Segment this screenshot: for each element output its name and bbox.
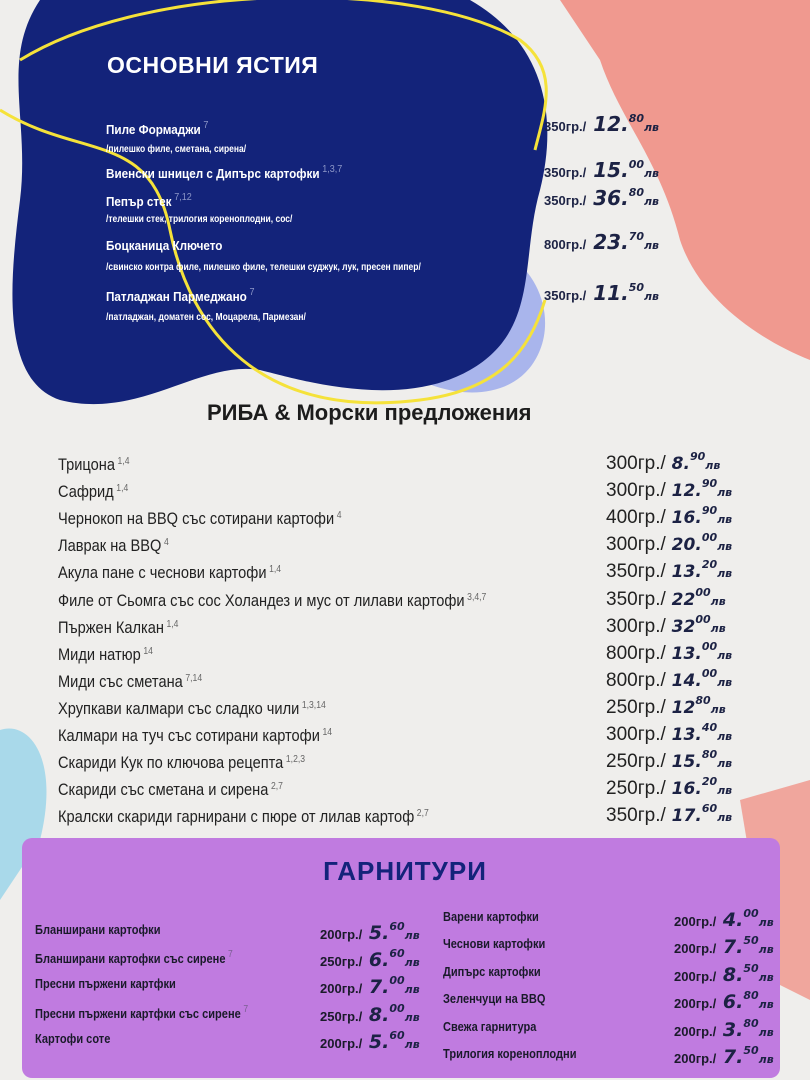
item-name-text: Боцканица Ключето <box>106 238 223 253</box>
menu-item-price <box>544 230 659 254</box>
menu-item-price <box>606 558 732 583</box>
price-main: 8. <box>665 454 690 474</box>
menu-item-name <box>58 536 169 556</box>
allergen-codes: 7 <box>203 120 209 131</box>
price-main: 6. <box>716 991 744 1014</box>
item-name-text: Филе от Сьомга със сос Холандез и мус от лилави картофи <box>58 590 465 610</box>
menu-item-price <box>674 1044 774 1068</box>
item-name-text: Свежа гарнитура <box>443 1018 537 1034</box>
item-name-text: Дипърс картофки <box>443 963 541 979</box>
price-main: 7. <box>362 976 390 999</box>
allergen-codes: 2,7 <box>416 808 429 820</box>
item-name-text: Пиле Формаджи <box>106 122 201 137</box>
menu-item-price <box>674 907 774 931</box>
menu-item-name <box>35 1031 110 1046</box>
price-cents: 60 <box>389 1028 405 1042</box>
allergen-codes: 7,12 <box>174 192 192 203</box>
price-main: 8. <box>716 963 744 986</box>
portion-weight: 250гр./ <box>606 778 666 800</box>
menu-item-name <box>58 509 342 529</box>
price-main: 15. <box>665 752 702 773</box>
currency: лв <box>404 1010 420 1024</box>
portion-weight: 800гр./ <box>606 669 666 691</box>
portion-weight: 300гр./ <box>606 615 666 637</box>
menu-item-price <box>606 721 732 746</box>
main-dishes-title: ОСНОВНИ ЯСТИЯ <box>107 52 319 78</box>
menu-item-price <box>320 947 420 971</box>
price-main: 8. <box>362 1003 390 1026</box>
item-name-text: Хрупкави калмари със сладко чили <box>58 698 300 718</box>
allergen-codes: 7,14 <box>185 672 203 684</box>
currency: лв <box>717 513 733 527</box>
allergen-codes: 1,3,14 <box>301 699 326 711</box>
price-main: 3. <box>716 1018 744 1041</box>
portion-weight: 300гр./ <box>606 724 666 745</box>
item-description: /пилешко филе, сметана, сирена/ <box>106 144 247 155</box>
menu-item-price <box>606 586 726 611</box>
currency: лв <box>644 121 660 134</box>
portion-weight: 300гр./ <box>606 534 666 556</box>
allergen-codes: 1,4 <box>166 618 179 630</box>
menu-item-name <box>58 482 128 502</box>
price-main: 7. <box>716 1046 744 1068</box>
portion-weight: 350гр./ <box>606 805 666 827</box>
price-main: 17. <box>665 806 702 827</box>
portion-weight: 250гр./ <box>606 696 666 718</box>
currency: лв <box>644 167 660 180</box>
price-main: 12. <box>665 481 702 502</box>
menu-item-name <box>35 976 176 991</box>
price-main: 12. <box>586 112 629 136</box>
currency: лв <box>644 290 660 303</box>
price-cents: 80 <box>695 693 711 707</box>
menu-item-price <box>606 640 732 665</box>
price-main: 5. <box>362 1030 390 1053</box>
price-main: 11. <box>586 281 629 305</box>
currency: лв <box>717 567 733 581</box>
menu-item-name <box>35 949 233 966</box>
fish-section-title: РИБА & Морски предложения <box>207 400 532 425</box>
menu-item-name <box>443 964 541 979</box>
portion-weight: 200гр./ <box>674 1023 717 1039</box>
price-main: 32 <box>665 616 696 637</box>
currency: лв <box>644 239 660 252</box>
menu-item-name <box>58 645 153 665</box>
menu-item-name <box>58 699 326 719</box>
item-name-text: Варени картофки <box>443 909 539 924</box>
allergen-codes: 3,4,7 <box>467 591 487 603</box>
price-main: 13. <box>665 562 702 583</box>
allergen-codes: 14 <box>143 645 153 657</box>
item-name-text: Виенски шницел с Дипърс картофки <box>106 166 320 181</box>
portion-weight: 350гр./ <box>544 165 587 180</box>
price-cents: 00 <box>389 1001 405 1015</box>
menu-item-name <box>443 1019 536 1034</box>
currency: лв <box>758 1025 774 1039</box>
item-name-text: Кралски скариди гарнирани с пюре от лилав картоф <box>58 807 415 827</box>
allergen-codes: 1,2,3 <box>285 754 306 766</box>
currency: лв <box>717 730 733 743</box>
currency: лв <box>758 998 774 1012</box>
menu-item-name <box>443 1046 577 1061</box>
menu-item-name <box>58 618 178 638</box>
item-description: /патладжан, доматен сос, Моцарела, Пармезан/ <box>106 312 306 323</box>
price-cents: 70 <box>628 230 644 243</box>
price-main: 16. <box>665 508 702 529</box>
item-name-text: Чернокоп на BBQ със сотирани картофи <box>58 509 335 529</box>
portion-weight: 200гр./ <box>674 1051 717 1066</box>
price-main: 16. <box>665 779 702 800</box>
currency: лв <box>717 648 733 662</box>
price-main: 13. <box>665 643 702 664</box>
price-cents: 40 <box>701 721 718 734</box>
item-name-text: Бланширани картофки със сирене <box>35 951 226 967</box>
currency: лв <box>404 983 420 997</box>
menu-item-price <box>544 158 659 182</box>
item-name-text: Сафрид <box>58 482 114 502</box>
currency: лв <box>717 675 733 689</box>
price-main: 15. <box>586 158 629 182</box>
price-main: 36. <box>586 186 629 210</box>
currency: лв <box>717 540 733 554</box>
menu-item-name <box>106 164 342 181</box>
menu-item-price <box>606 450 720 475</box>
item-name-text: Бланширани картофки <box>35 922 161 937</box>
currency: лв <box>404 956 420 970</box>
portion-weight: 200гр./ <box>674 968 717 984</box>
menu-item-name <box>35 922 161 937</box>
menu-item-price <box>674 1017 774 1041</box>
portion-weight: 800гр./ <box>606 642 666 664</box>
item-name-text: Пресни пържени картфки със сирене <box>35 1005 241 1021</box>
menu-item-price <box>544 281 659 305</box>
price-cents: 80 <box>628 112 644 125</box>
currency: лв <box>710 702 726 716</box>
sides-section-title: ГАРНИТУРИ <box>323 856 487 886</box>
item-name-text: Пресни пържени картфки <box>35 976 176 992</box>
price-cents: 60 <box>389 920 405 933</box>
price-cents: 00 <box>695 612 711 626</box>
item-name-text: Патладжан Пармеджано <box>106 289 247 304</box>
currency: лв <box>717 811 733 825</box>
portion-weight: 350гр./ <box>544 288 587 303</box>
price-cents: 80 <box>743 989 759 1003</box>
allergen-codes: 14 <box>322 727 333 738</box>
allergen-codes: 4 <box>163 537 169 549</box>
menu-item-name <box>58 563 281 583</box>
portion-weight: 350гр./ <box>606 588 666 610</box>
currency: лв <box>717 757 733 771</box>
price-cents: 20 <box>701 558 718 572</box>
price-main: 4. <box>716 909 744 931</box>
item-description: /свинско контра филе, пилешко филе, телешки суджук, лук, пресен пипер/ <box>106 262 421 273</box>
menu-item-price <box>606 504 732 529</box>
menu-item-name <box>106 287 254 304</box>
portion-weight: 200гр./ <box>320 927 363 942</box>
price-main: 7. <box>716 936 744 959</box>
menu-item-price <box>320 1002 420 1026</box>
item-name-text: Скариди със сметана и сирена <box>58 780 269 800</box>
item-name-text: Акула пане с чеснови картофи <box>58 563 267 583</box>
item-name-text: Лаврак на BBQ <box>58 536 162 556</box>
portion-weight: 300гр./ <box>606 453 666 474</box>
price-main: 22 <box>665 589 696 610</box>
portion-weight: 200гр./ <box>674 941 717 957</box>
allergen-codes: 1,3,7 <box>322 164 343 175</box>
menu-item-price <box>674 989 774 1013</box>
price-main: 14. <box>665 670 702 691</box>
item-name-text: Пепър стек <box>106 194 172 209</box>
menu-item-name <box>58 753 305 773</box>
menu-item-name <box>35 1004 248 1021</box>
price-main: 20. <box>665 535 702 556</box>
price-cents: 50 <box>743 1044 759 1057</box>
portion-weight: 800гр./ <box>544 237 587 252</box>
price-main: 5. <box>362 922 390 944</box>
portion-weight: 300гр./ <box>606 480 666 502</box>
menu-item-name <box>58 780 283 800</box>
price-cents: 80 <box>628 186 644 199</box>
menu-item-name <box>58 726 332 746</box>
price-cents: 20 <box>701 775 718 789</box>
currency: лв <box>710 594 726 608</box>
menu-item-name <box>443 991 545 1006</box>
currency: лв <box>758 943 774 957</box>
allergen-codes: 7 <box>249 287 255 298</box>
price-main: 12 <box>665 697 696 718</box>
price-cents: 80 <box>701 748 718 762</box>
allergen-codes: 7 <box>243 1003 249 1015</box>
price-cents: 00 <box>628 158 644 171</box>
price-cents: 50 <box>743 934 759 948</box>
item-description: /телешки стек, трилогия кореноплодни, сос/ <box>106 214 293 225</box>
portion-weight: 250гр./ <box>606 751 666 773</box>
price-cents: 50 <box>628 281 644 294</box>
price-main: 13. <box>665 725 702 745</box>
currency: лв <box>404 929 420 942</box>
price-cents: 80 <box>743 1016 759 1030</box>
menu-item-price <box>674 962 774 986</box>
price-cents: 90 <box>689 450 706 463</box>
price-cents: 90 <box>701 504 718 518</box>
menu-item-price <box>674 934 774 958</box>
price-cents: 50 <box>743 961 759 975</box>
menu-item-price <box>606 531 732 556</box>
menu-item-name <box>58 807 429 827</box>
currency: лв <box>758 970 774 984</box>
item-name-text: Зеленчуци на BBQ <box>443 991 546 1007</box>
price-cents: 00 <box>743 907 759 920</box>
price-main: 6. <box>362 949 390 972</box>
portion-weight: 200гр./ <box>674 996 717 1012</box>
currency: лв <box>710 621 726 635</box>
price-cents: 00 <box>695 585 711 599</box>
allergen-codes: 1,4 <box>117 456 130 467</box>
portion-weight: 200гр./ <box>320 1035 363 1051</box>
menu-item-name <box>443 936 545 951</box>
item-name-text: Чеснови картофки <box>443 936 546 952</box>
menu-item-price <box>320 920 420 944</box>
menu-item-name <box>58 591 486 611</box>
portion-weight: 350гр./ <box>606 561 666 583</box>
item-name-text: Трицона <box>58 455 115 474</box>
price-cents: 60 <box>701 802 718 816</box>
menu-item-name <box>106 238 222 253</box>
price-cents: 00 <box>701 666 718 680</box>
price-main: 23. <box>586 230 629 254</box>
menu-item-price <box>320 974 420 998</box>
portion-weight: 400гр./ <box>606 507 666 529</box>
allergen-codes: 1,4 <box>269 564 282 576</box>
currency: лв <box>717 486 733 500</box>
item-name-text: Картофи соте <box>35 1030 111 1046</box>
menu-item-price <box>606 802 732 827</box>
menu-item-name <box>58 455 130 475</box>
item-name-text: Миди със сметана <box>58 671 183 691</box>
currency: лв <box>705 459 721 472</box>
menu-item-price <box>606 775 732 800</box>
allergen-codes: 2,7 <box>270 781 283 793</box>
menu-item-price <box>320 1029 420 1053</box>
portion-weight: 250гр./ <box>320 954 363 970</box>
price-cents: 00 <box>701 531 718 545</box>
item-name-text: Трилогия кореноплодни <box>443 1046 577 1061</box>
menu-item-price <box>606 613 726 638</box>
portion-weight: 350гр./ <box>544 119 587 134</box>
price-cents: 00 <box>701 639 718 653</box>
menu-item-name <box>106 192 192 209</box>
portion-weight: 200гр./ <box>320 981 363 997</box>
currency: лв <box>758 1053 774 1066</box>
item-name-text: Пържен Калкан <box>58 617 164 637</box>
currency: лв <box>644 195 660 208</box>
portion-weight: 200гр./ <box>674 914 717 929</box>
item-name-text: Калмари на туч със сотирани картофи <box>58 726 320 745</box>
allergen-codes: 1,4 <box>116 483 129 495</box>
menu-item-price <box>544 112 659 136</box>
currency: лв <box>404 1037 420 1051</box>
item-name-text: Миди натюр <box>58 644 141 664</box>
menu-item-name <box>106 120 208 137</box>
menu-item-price <box>544 186 659 210</box>
allergen-codes: 4 <box>336 510 342 522</box>
item-name-text: Скариди Кук по ключова рецепта <box>58 753 284 773</box>
menu-item-price <box>606 667 732 692</box>
portion-weight: 350гр./ <box>544 193 587 208</box>
currency: лв <box>717 784 733 798</box>
menu-item-price <box>606 748 732 773</box>
price-cents: 60 <box>389 947 405 961</box>
menu-item-price <box>606 694 726 719</box>
allergen-codes: 7 <box>228 949 233 961</box>
price-cents: 00 <box>389 974 405 988</box>
price-cents: 90 <box>701 477 718 491</box>
menu-item-name <box>58 672 202 692</box>
menu-item-price <box>606 477 732 502</box>
portion-weight: 250гр./ <box>320 1008 363 1024</box>
currency: лв <box>758 916 774 929</box>
menu-item-name <box>443 909 539 924</box>
